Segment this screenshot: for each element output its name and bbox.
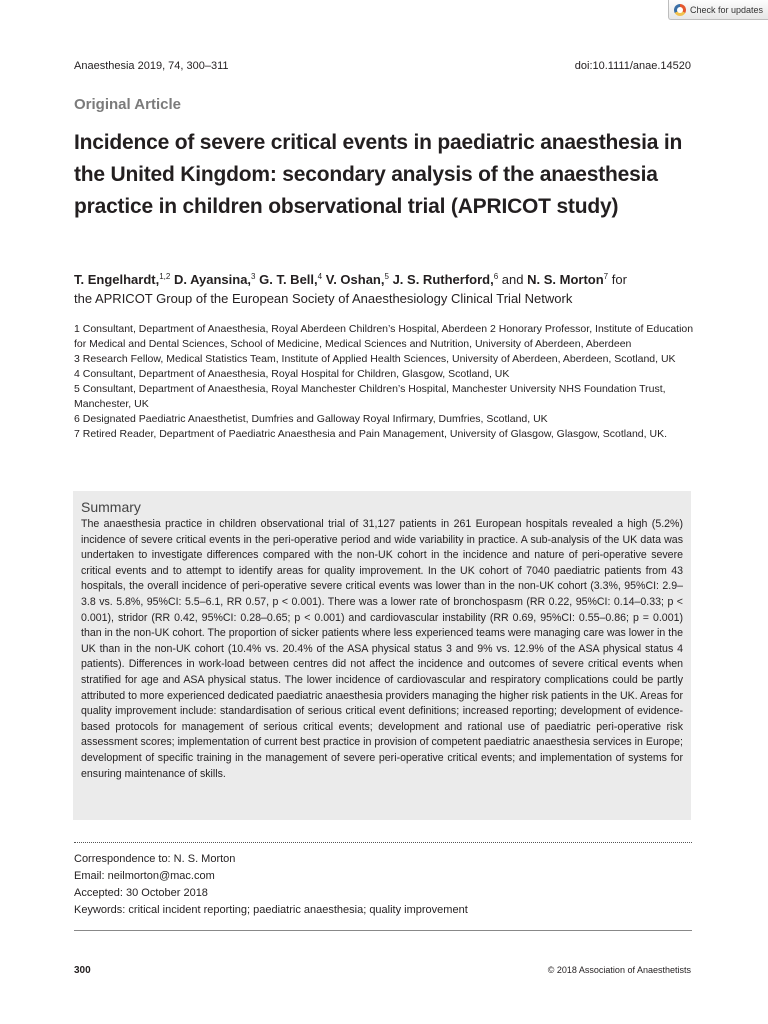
running-head — [74, 60, 691, 72]
article-title: Incidence of severe critical events in paediatric anaesthesia in the United Kingdom: secondary analysis of the anaesthesia practice in children observational trial (APRICOT study) — [74, 131, 683, 218]
article-meta — [74, 851, 692, 919]
email[interactable]: Email: neilmorton@mac.com — [74, 870, 215, 882]
check-for-updates-label: Check for updates — [690, 4, 764, 15]
journal-citation: Anaesthesia 2019, 74, 300–311 — [74, 60, 229, 72]
author-list — [74, 270, 694, 308]
author-name: D. Ayansina, — [173, 272, 252, 287]
affiliation-item: 6 Designated Paediatric Anaesthetist, Dumfries and Galloway Royal Infirmary, Dumfries, Scotland, UK — [74, 413, 548, 425]
author-affiliation-ref: 4 — [317, 272, 323, 281]
author-name: N. S. Morton — [527, 272, 604, 287]
authors-and: and — [501, 272, 524, 287]
affiliation-item: 1 Consultant, Department of Anaesthesia, Royal Aberdeen Children’s Hospital, Aberdeen 2 Honorary Professor, Institute of Education for Medical and Dental Sciences, School of Medicine, Medical Sciences and Nutrition, University of Aberdeen, Aberdeen — [74, 323, 694, 350]
affiliation-item: 3 Research Fellow, Medical Statistics Team, Institute of Applied Health Sciences, University of Aberdeen, Aberdeen, Scotland, UK — [74, 353, 676, 365]
page-footer — [74, 965, 691, 976]
author-name: J. S. Rutherford, — [392, 272, 494, 287]
keywords: Keywords: critical incident reporting; paediatric anaesthesia; quality improvement — [74, 904, 468, 916]
summary-box — [73, 491, 691, 820]
author-group: the APRICOT Group of the European Society of Anaesthesiology Clinical Trial Network — [74, 291, 573, 306]
authors-for: for — [611, 272, 627, 287]
author-affiliation-ref: 5 — [384, 272, 389, 281]
dotted-divider — [74, 842, 692, 843]
author-name: V. Oshan, — [325, 272, 385, 287]
author-affiliation-ref: 1,2 — [159, 272, 171, 281]
summary-heading: Summary — [81, 499, 141, 515]
summary-text: The anaesthesia practice in children observational trial of 31,127 patients in 261 European hospitals revealed a high (5.2%) incidence of severe critical events in the peri-operative period and wide variability in practice. A sub-analysis of the UK data was undertaken to investigate differences compared with the non-UK cohort in the incidence and nature of peri-operative severe critical events and to attempt to identify areas for quality improvement. In the UK cohort of 7040 paediatric patients from 43 hospitals, the overall incidence of peri-operative severe critical events was lower than in the non-UK cohort (3.3%, 95%CI: 2.9–3.8 vs. 5.8%, 95%CI: 5.5–6.1, RR 0.57, p < 0.001). There was a lower rate of bronchospasm (RR 0.22, 95%CI: 0.14–0.33; p < 0.001), stridor (RR 0.42, 95%CI: 0.28–0.65; p < 0.001) and cardiovascular instability (RR 0.69, 95%CI: 0.55–0.86; p = 0.001) than in the non-UK cohort. The proportion of sicker patients where less experienced teams were managing care was lower in the UK than in the non-UK cohort (10.4% vs. 20.4% of the ASA physical status 3 and 9% vs. 12.9% of the ASA physical status 4 patients). Differences in work-load between centres did not affect the incidence and outcomes of severe critical events when stratified for age and ASA physical status. The lower incidence of cardiovascular and respiratory complications could be partly attributed to more experienced dedicated paediatric anaesthesia providers managing the higher risk patients in the UK. Areas for quality improvement include: standardisation of serious critical event definitions; increased reporting; development of evidence-based protocols for management of serious critical events; development and rational use of paediatric peri-operative risk assessment scores; implementation of current best practice in provision of competent paediatric anaesthesia services in Europe; development of specific training in the management of severe peri-operative critical events; and implementation of systems for ensuring maintenance of skills. — [81, 518, 683, 780]
check-for-updates-button[interactable] — [668, 0, 768, 20]
crossmark-icon — [674, 4, 686, 16]
author-affiliation-ref: 7 — [603, 272, 609, 281]
article-type: Original Article — [74, 96, 181, 113]
author-name: G. T. Bell, — [259, 272, 318, 287]
affiliation-item: 4 Consultant, Department of Anaesthesia, Royal Hospital for Children, Glasgow, Scotland, UK — [74, 368, 510, 380]
author-name: T. Engelhardt, — [74, 272, 160, 287]
copyright: © 2018 Association of Anaesthetists — [547, 965, 691, 975]
page-number: 300 — [74, 965, 91, 976]
correspondence: Correspondence to: N. S. Morton — [74, 853, 236, 865]
doi[interactable]: doi:10.1111/anae.14520 — [574, 60, 691, 72]
accepted-date: Accepted: 30 October 2018 — [74, 887, 208, 899]
affiliation-item: 5 Consultant, Department of Anaesthesia, Royal Manchester Children’s Hospital, Manchester University NHS Foundation Trust, Manchester, UK — [74, 383, 666, 410]
solid-divider — [74, 930, 692, 931]
author-affiliation-ref: 6 — [493, 272, 499, 281]
affiliations — [74, 322, 694, 442]
affiliation-item: 7 Retired Reader, Department of Paediatric Anaesthesia and Pain Management, University of Glasgow, Glasgow, Scotland, UK. — [74, 428, 667, 440]
author-affiliation-ref: 3 — [251, 272, 256, 281]
